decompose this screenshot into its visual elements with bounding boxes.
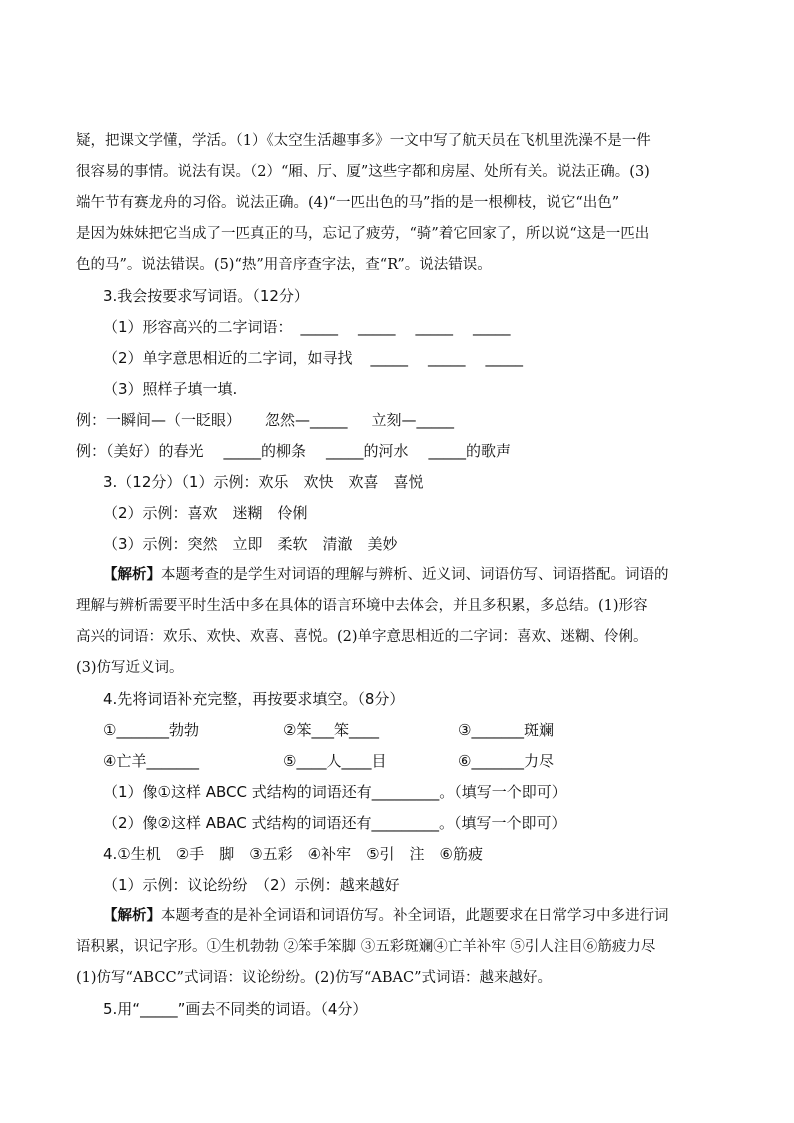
answer-3-line-3: （3）示例：突然 立即 柔软 清澈 美妙 [103, 535, 398, 553]
answer-4-line-2: （1）示例：议论纷纷 （2）示例：越来越好 [103, 876, 400, 894]
analysis-2-line-2: 很容易的事情。说法有误。（2）“厢、厅、厦”这些字都和房屋、处所有关。说法正确。(3) [76, 164, 650, 180]
fill-word-4: ④亡羊_______ [103, 752, 199, 770]
answer-blank: _____ [473, 318, 511, 336]
question-3-sub-2 [103, 348, 523, 368]
answer-blank: _____ [415, 318, 454, 336]
example-1-model: 例：一瞬间—（一眨眼） [76, 411, 242, 429]
analysis-3-text: 本题考查的是学生对词语的理解与辨析、近义词、词语仿写、词语搭配。词语的 [161, 567, 669, 583]
answer-4-line-1: 4.①生机 ②手 脚 ③五彩 ④补牢 ⑤引 注 ⑥筋疲 [103, 845, 483, 863]
analysis-3-line-4: (3)仿写近义词。 [76, 660, 184, 676]
question-3-example-2 [76, 441, 511, 461]
example-1-blank-b: 立刻—_____ [371, 411, 455, 429]
analysis-2-line-1: 疑，把课文学懂，学活。（1）《太空生活趣事多》一文中写了航天员在飞机里洗澡不是一件 [76, 133, 651, 149]
question-4-title: 4.先将词语补充完整，再按要求填空。（8分） [103, 690, 405, 708]
fill-word-1: ①_______勃勃 [103, 721, 199, 739]
analysis-3-line-2: 理解与辨析需要平时生活中多在具体的语言环境中去体会，并且多积累，多总结。(1)形容 [76, 598, 648, 614]
question-4-row-2 [103, 751, 554, 771]
question-3-example-1 [76, 410, 454, 430]
q3-sub-2-label: （2）单字意思相近的二字词，如寻找 [103, 349, 353, 367]
q3-sub-1-label: （1）形容高兴的二字词语： [103, 318, 293, 336]
fill-word-3: ③_______斑斓 [458, 721, 554, 739]
analysis-4-line-1 [103, 906, 669, 926]
analysis-2-line-3: 端午节有赛龙舟的习俗。说法正确。(4)“一匹出色的马”指的是一根柳枝，说它“出色” [76, 195, 620, 211]
example-2-blank-c: _____的歌声 [428, 442, 512, 460]
analysis-4-text: 本题考查的是补全词语和词语仿写。补全词语，此题要求在日常学习中多进行词 [161, 908, 669, 924]
analysis-2-line-4: 是因为妹妹把它当成了一匹真正的马，忘记了疲劳，“骑”着它回家了，所以说“这是一匹出 [76, 226, 650, 242]
analysis-2-line-5: 色的马”。说法错误。(5)“热”用音序查字法，查“R”。说法错误。 [76, 257, 492, 273]
answer-blank: _____ [370, 349, 409, 367]
analysis-3-line-1 [103, 565, 669, 585]
example-1-blank-a: 忽然—_____ [265, 411, 348, 429]
answer-blank: _____ [428, 349, 466, 367]
answer-blank: _____ [485, 349, 524, 367]
analysis-4-tag: 【解析】 [103, 907, 161, 924]
answer-blank: _____ [358, 318, 396, 336]
analysis-3-line-3: 高兴的词语：欢乐、欢快、欢喜、喜悦。(2)单字意思相近的二字词：喜欢、迷糊、伶俐。 [76, 629, 648, 645]
analysis-4-line-3: (1)仿写“ABCC”式词语：议论纷纷。(2)仿写“ABAC”式词语：越来越好。 [76, 970, 553, 986]
answer-3-line-1: 3.（12分）（1）示例：欢乐 欢快 欢喜 喜悦 [103, 473, 424, 491]
example-2-blank-a: _____的柳条 [223, 442, 307, 460]
fill-word-5: ⑤____人____目 [283, 752, 387, 770]
fill-word-2: ②笨___笨____ [283, 721, 379, 739]
question-4-sub-1: （1）像①这样 ABCC 式结构的词语还有_________。（填写一个即可） [103, 783, 567, 801]
fill-word-6: ⑥_______力尽 [458, 752, 554, 770]
example-2-model: 例：（美好）的春光 [76, 442, 204, 460]
question-4-sub-2: （2）像②这样 ABAC 式结构的词语还有_________。（填写一个即可） [103, 814, 567, 832]
analysis-4-line-2: 语积累，识记字形。①生机勃勃 ②笨手笨脚 ③五彩斑斓④亡羊补牢 ⑤引人注目⑥筋疲力尽 [76, 939, 656, 955]
question-3-sub-3: （3）照样子填一填. [103, 380, 238, 398]
answer-blank: _____ [300, 318, 339, 336]
question-3-title: 3.我会按要求写词语。（12分） [103, 287, 309, 305]
question-3-sub-1 [103, 317, 511, 337]
answer-3-line-2: （2）示例：喜欢 迷糊 伶俐 [103, 504, 308, 522]
question-4-row-1 [103, 720, 554, 740]
analysis-3-tag: 【解析】 [103, 566, 161, 583]
example-2-blank-b: _____的河水 [326, 442, 409, 460]
question-5-title: 5.用“_____”画去不同类的词语。（4分） [103, 1000, 368, 1018]
